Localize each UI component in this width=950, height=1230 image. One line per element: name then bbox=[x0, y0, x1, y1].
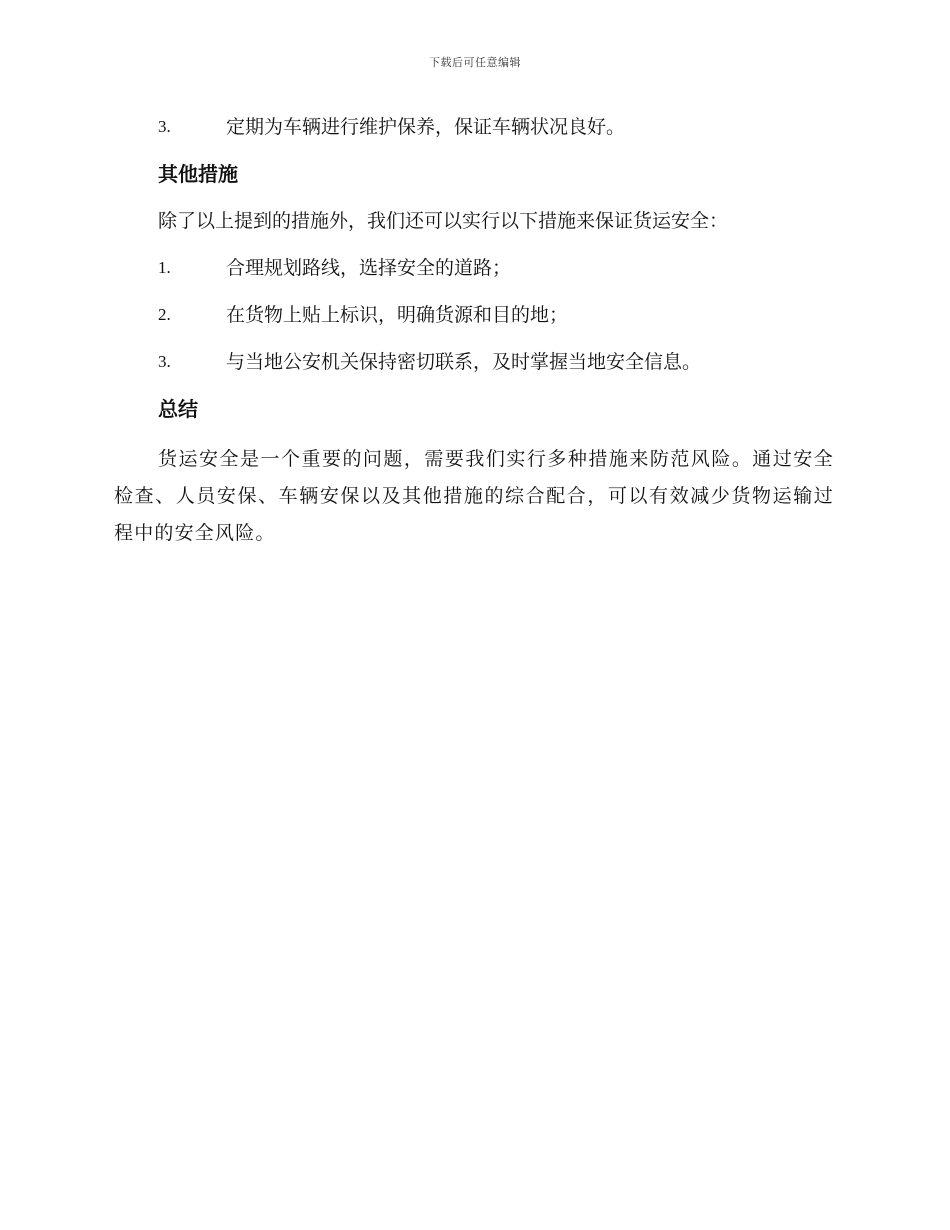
section-heading-other: 其他措施 bbox=[158, 162, 238, 186]
list-number: 1. bbox=[158, 258, 171, 277]
section-intro: 除了以上提到的措施外，我们还可以实行以下措施来保证货运安全： bbox=[158, 210, 729, 232]
section-heading-summary: 总结 bbox=[158, 397, 198, 421]
list-number: 3. bbox=[158, 352, 171, 371]
summary-paragraph: 货运安全是一个重要的问题，需要我们实行多种措施来防范风险。通过安全检查、人员安保、车辆安保以及其他措施的综合配合，可以有效减少货物运输过程中的安全风险。 bbox=[114, 448, 834, 544]
list-text: 合理规划路线，选择安全的道路； bbox=[226, 257, 512, 279]
list-text: 定期为车辆进行维护保养，保证车辆状况良好。 bbox=[226, 116, 626, 138]
list-item bbox=[114, 253, 834, 300]
list-text: 与当地公安机关保持密切联系，及时掌握当地安全信息。 bbox=[226, 351, 702, 373]
list-number: 3. bbox=[158, 117, 171, 136]
document-body bbox=[114, 112, 834, 552]
list-item bbox=[114, 300, 834, 347]
list-item bbox=[114, 347, 834, 394]
list-number: 2. bbox=[158, 305, 171, 324]
page-header: 下载后可任意编辑 bbox=[429, 56, 521, 69]
list-item bbox=[114, 112, 834, 159]
list-text: 在货物上贴上标识，明确货源和目的地； bbox=[226, 304, 569, 326]
